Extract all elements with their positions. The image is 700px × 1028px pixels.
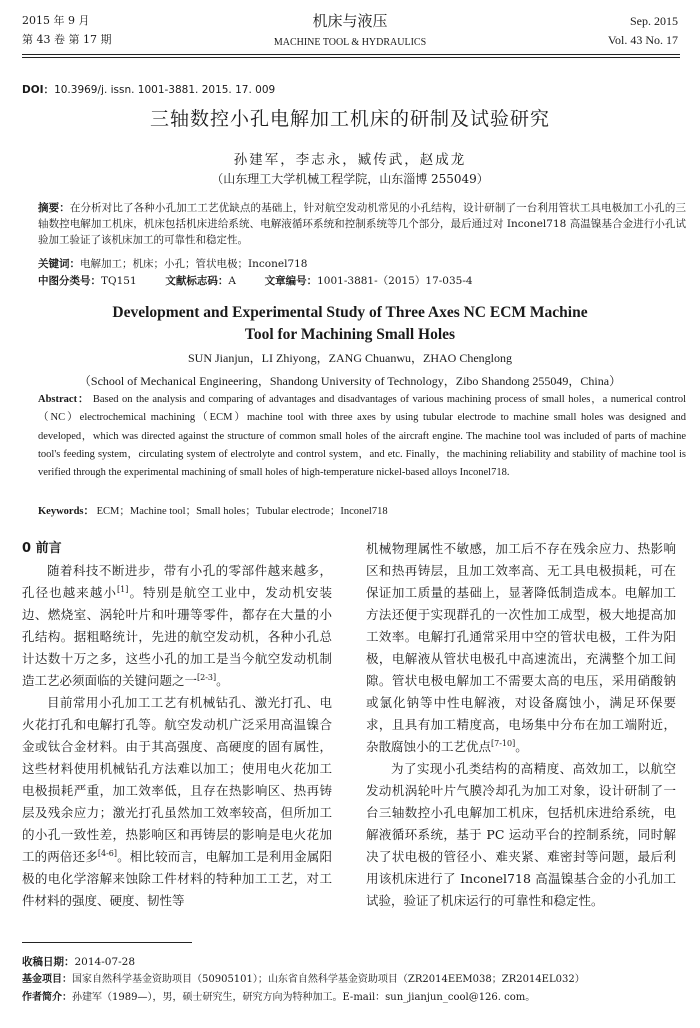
body-column-right xyxy=(366,538,676,912)
abstract-en-text: Based on the analysis and comparing of advantages and disadvantages of various machining process of small holes，a numerical control（NC）electrochemical machining（ECM）machine tool with three axes by using tubular electrode to machine small holes was designed and developed，which was directed against the structure of common small holes of the aircraft engine. The machine tool was included of parts of machine tool's feeding system，circulating system of electrolyte and control system，and etc. Finally，the machining reliability and stability of machine tool is verified through the experimental machining of small holes of high-temperature nickel-based alloys Inconel718. xyxy=(38,394,687,479)
doi-line xyxy=(22,82,275,97)
abstract-cn-label: 摘要： xyxy=(38,202,70,214)
body-paragraph-2 xyxy=(22,692,332,912)
doc-code-value: A xyxy=(228,275,236,287)
p2-text: 目前常用小孔加工工艺有机械钻孔、激光打孔、电火花打孔和电解打孔等。航空发动机广泛采用高温镍合金或钛合金材料。由于其高强度、高硬度的固有属性，这些材料使用机械钻孔方法难以加工；使用电火花加工电极损耗严重，加工效率低，且存在热影响区、热再铸层及残余应力；激光打孔虽然加工效率较高，但所加工的小孔一致性差，热影响区和再铸层的影响是电火花加工的两倍还多 xyxy=(22,695,332,864)
p3-end: 。 xyxy=(515,739,528,754)
abstract-en-label: Abstract： xyxy=(38,394,90,405)
header-rule xyxy=(22,54,680,55)
article-no-value: 1001-3881-（2015）17-035-4 xyxy=(317,275,473,287)
body-paragraph-1 xyxy=(22,560,332,692)
journal-title-cn: 机床与液压 xyxy=(312,12,388,30)
received-value: 2014-07-28 xyxy=(74,956,136,968)
affiliation-cn: （山东理工大学机械工程学院，山东淄博 255049） xyxy=(211,172,489,186)
body-column-left xyxy=(22,538,332,912)
p1-end: 。 xyxy=(216,673,229,688)
abstract-cn xyxy=(38,200,686,248)
keywords-cn-label: 关键词： xyxy=(38,258,80,270)
header-en-volume: Vol. 43 No. 17 xyxy=(607,33,678,47)
footnote-received xyxy=(22,954,135,970)
authors-cn: 孙建军，李志永，臧传武，赵成龙 xyxy=(233,152,467,168)
keywords-en-text: ECM；Machine tool；Small holes；Tubular electrode；Inconel718 xyxy=(96,506,388,517)
affiliation-en: （School of Mechanical Engineering，Shandong University of Technology，Zibo Shandong 255049，China） xyxy=(78,374,622,388)
keywords-cn-text: 电解加工；机床；小孔；管状电极；Inconel718 xyxy=(80,258,308,270)
keywords-en-label: Keywords： xyxy=(38,506,94,517)
p3-text: 机械物理属性不敏感，加工后不存在残余应力、热影响区和热再铸层，且加工效率高、无工具电极损耗，可在保证加工质量的基础上，显著降低制造成本。电解加工方法还便于实现群孔的一次性加工成型，极大地提高加工效率。电解打孔通常采用中空的管状电极，工件为阳极，电解液从管状电极孔中高速流出，充满整个加工间隙。管状电极电解加工不需要太高的电压，采用硝酸钠或氯化钠等中性电解液，对设备腐蚀小，满足环保要求，且具有加工精度高，电场集中分布在加工端附近，杂散腐蚀小的工艺优点 xyxy=(366,541,676,754)
header-cn-volume: 第 43 卷 第 17 期 xyxy=(22,33,112,46)
title-cn: 三轴数控小孔电解加工机床的研制及试验研究 xyxy=(149,108,550,130)
journal-title-en: MACHINE TOOL & HYDRAULICS xyxy=(273,37,427,48)
clc-label: 中图分类号： xyxy=(38,275,101,287)
citation: [1] xyxy=(117,584,129,594)
abstract-en xyxy=(38,391,686,482)
article-no-label: 文章编号： xyxy=(264,275,318,287)
body-paragraph-4: 为了实现小孔类结构的高精度、高效加工，以航空发动机涡轮叶片气膜冷却孔为加工对象，设计研制了一台三轴数控小孔电解加工机床，包括机床进给系统，电解液循环系统，基于 PC 运动平台的控制系统，同时解决了状电极的管径小、难夹紧、难密封等问题，最后利用该机床进行了 Inconel718 高温镍基合金的小孔加工试验，验证了机床运行的可靠性和稳定性。 xyxy=(366,761,676,908)
header-rule-2 xyxy=(22,57,680,58)
abstract-cn-text: 在分析对比了各种小孔加工工艺优缺点的基础上，针对航空发动机常见的小孔结构，设计研制了一台利用管状工具电极加工小孔的三轴数控电解加工机床，机床包括机床进给系统、电解液循环系统和控制系统等几个部分，最后通过对 Inconel718 高温镍基合金进行小孔试验加工验证了该机床加工的可靠性和稳定性。 xyxy=(38,202,686,246)
body-paragraph-3 xyxy=(366,538,676,758)
doi-value: 10.3969/j. issn. 1001-3881. 2015. 17. 009 xyxy=(54,84,276,96)
classification-line xyxy=(38,273,473,289)
clc-value: TQ151 xyxy=(101,275,137,287)
citation: [2-3] xyxy=(197,672,217,682)
header-cn-date: 2015 年 9 月 xyxy=(22,14,90,27)
fund-value: 国家自然科学基金资助项目（50905101）；山东省自然科学基金资助项目（ZR2014EEM038；ZR2014EL032） xyxy=(72,974,585,985)
author-value: 孙建军（1989—），男，硕士研究生，研究方向为特种加工。E-mail：sun_jianjun_cool@126. com。 xyxy=(72,992,536,1003)
footnote-rule xyxy=(22,942,192,943)
received-label: 收稿日期： xyxy=(22,956,75,968)
p2-text-b: 。相比较而言，电解加工是利用金属阳极的电化学溶解来蚀除工件材料的特种加工工艺，对工件材料的强度、硬度、韧性等 xyxy=(22,849,332,908)
citation: [4-6] xyxy=(97,848,117,858)
keywords-en xyxy=(38,503,388,518)
keywords-cn xyxy=(38,256,308,272)
title-en-line-2: Tool for Machining Small Holes xyxy=(244,326,456,343)
doc-code-label: 文献标志码： xyxy=(165,275,229,287)
doi-label: DOI： xyxy=(22,84,55,96)
authors-en: SUN Jianjun，LI Zhiyong，ZANG Chuanwu，ZHAO Chenglong xyxy=(188,351,512,365)
title-en-line-1: Development and Experimental Study of Three Axes NC ECM Machine xyxy=(112,304,588,321)
footnote-author xyxy=(22,990,535,1006)
title-en xyxy=(0,302,700,346)
author-label: 作者简介： xyxy=(22,992,72,1003)
p1-text: 随着科技不断进步，带有小孔的零部件越来越多，孔径也越来越小 xyxy=(22,563,332,600)
section-heading: 0 前言 xyxy=(22,541,62,556)
footnote-fund xyxy=(22,972,585,988)
fund-label: 基金项目： xyxy=(22,974,72,985)
p1-text-b: 。特别是航空工业中，发动机安装边、燃烧室、涡轮叶片和叶珊等零件，都存在大量的小孔结构。据粗略统计，先进的航空发动机，各种小孔总计达数十万之多，这些小孔的加工是当今航空发动机制造工艺必须面临的关键问题之一 xyxy=(22,585,332,688)
header-en-date: Sep. 2015 xyxy=(630,14,678,28)
citation: [7-10] xyxy=(491,738,516,748)
